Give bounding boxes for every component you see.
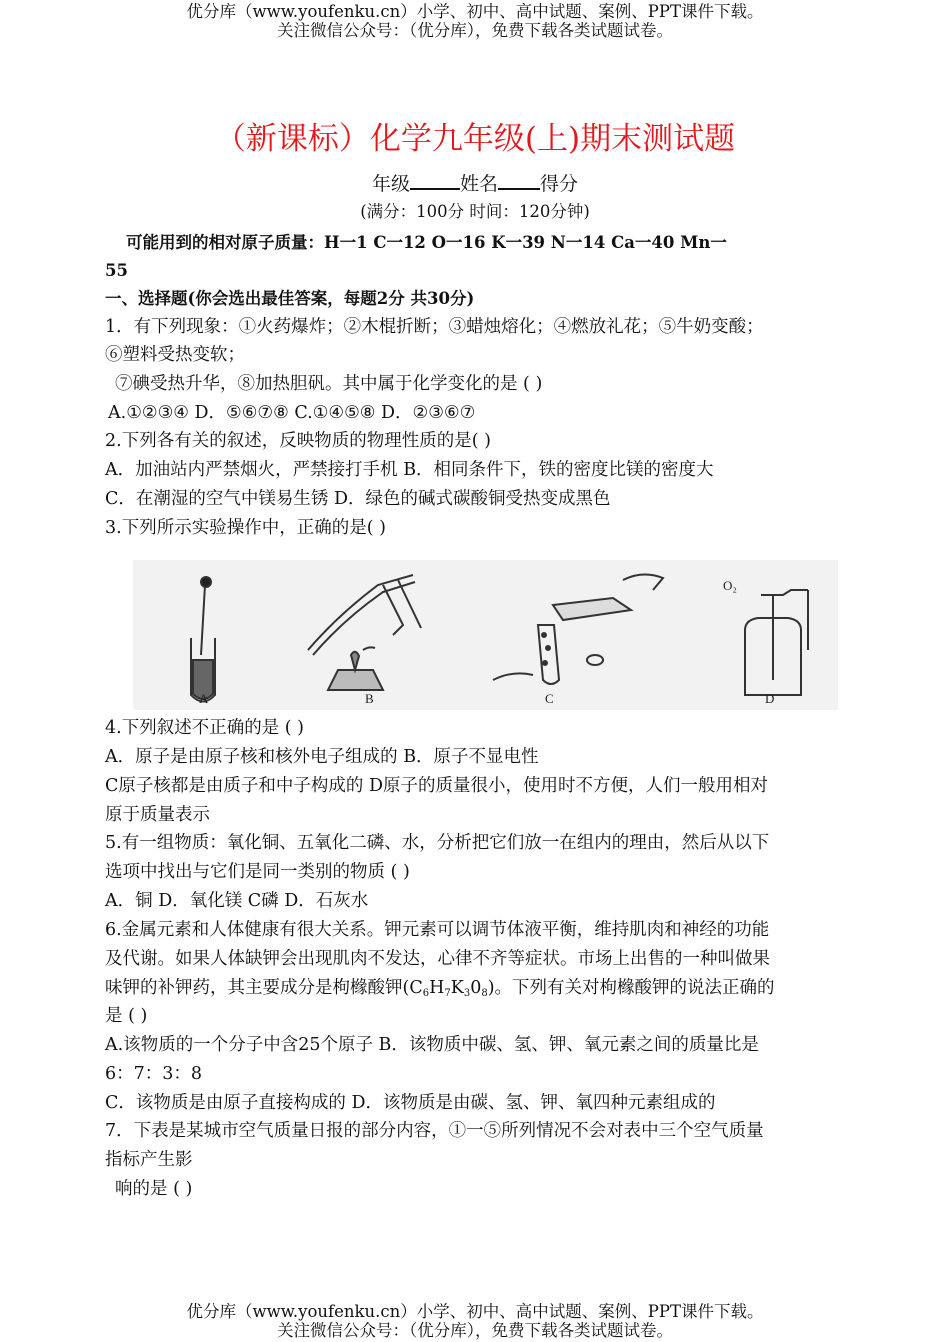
q2-options-cd: C．在潮湿的空气中镁易生锈 D．绿色的碱式碳酸铜受热变成黑色 bbox=[105, 489, 611, 509]
q5-stem-2: 选项中找出与它们是同一类别的物质 ( ) bbox=[105, 862, 410, 882]
q6-option-ab-cont: 6：7：3：8 bbox=[105, 1064, 203, 1084]
grade-label: 年级 bbox=[371, 173, 410, 195]
exam-title: （新课标）化学九年级(上)期末测试题 bbox=[214, 121, 736, 157]
q7-stem-3: 响的是 ( ) bbox=[115, 1179, 193, 1199]
figure-a-dropper-tube bbox=[191, 577, 215, 702]
q2-options-ab: A．加油站内严禁烟火，严禁接打手机 B．相同条件下，铁的密度比镁的密度大 bbox=[105, 460, 714, 480]
q1-stem-2: ⑥塑料受热变软； bbox=[105, 345, 245, 365]
q6-stem-1: 6.金属元素和人体健康有很大关系。钾元素可以调节体液平衡，维持肌肉和神经的功能 bbox=[105, 920, 770, 940]
figure-label-b: B bbox=[365, 691, 374, 706]
q7-stem-1: 7．下表是某城市空气质量日报的部分内容，①一⑤所列情况不会对表中三个空气质量 bbox=[105, 1121, 764, 1141]
figure-c-pouring bbox=[493, 574, 663, 684]
q6-option-ab: A.该物质的一个分子中含25个原子 B．该物质中碳、氢、钾、氧元素之间的质量比是 bbox=[105, 1035, 759, 1055]
footer-line-2: 关注微信公众号：（优分库），免费下载各类试题试卷。 bbox=[277, 1321, 673, 1340]
header-line-1: 优分库（www.youfenku.cn）小学、初中、高中试题、案例、PPT课件下载。 bbox=[186, 2, 764, 21]
q5-options: A．铜 D．氧化镁 C磷 D．石灰水 bbox=[105, 891, 369, 911]
atomic-masses-line-1: 可能用到的相对原子质量：H一1 C一12 O一16 K一39 N一14 Ca一40 Mn一 bbox=[126, 233, 727, 252]
q7-stem-2: 指标产生影 bbox=[105, 1150, 193, 1170]
q6-stem-4: 是 ( ) bbox=[105, 1006, 148, 1026]
q4-options-cd: C原子核都是由质子和中子构成的 D原子的质量很小，使用时不方便，人们一般用相对 bbox=[105, 776, 768, 796]
figure-label-d: D bbox=[765, 691, 775, 706]
figure-label-c: C bbox=[545, 691, 554, 706]
q4-options-ab: A．原子是由原子核和核外电子组成的 B．原子不显电性 bbox=[105, 747, 539, 767]
q3-stem: 3.下列所示实验操作中，正确的是( ) bbox=[105, 518, 386, 538]
q1-options: A.①②③④ D．⑤⑥⑦⑧ C.①④⑤⑧ D．②③⑥⑦ bbox=[108, 403, 476, 423]
q4-options-cd-cont: 原于质量表示 bbox=[105, 805, 210, 825]
q1-stem-3: ⑦碘受热升华，⑧加热胆矾。其中属于化学变化的是 ( ) bbox=[115, 374, 543, 394]
q6-option-cd: C．该物质是由原子直接构成的 D．该物质是由碳、氢、钾、氧四种元素组成的 bbox=[105, 1093, 716, 1113]
atomic-masses-line-2: 55 bbox=[105, 261, 128, 280]
section-1-heading: 一、选择题(你会选出最佳答案，每题2分 共30分) bbox=[105, 289, 475, 308]
q3-lab-figure bbox=[133, 560, 838, 710]
score-label: 得分 bbox=[540, 173, 579, 195]
q1-stem-1: 1．有下列现象：①火药爆炸；②木棍折断；③蜡烛熔化；④燃放礼花；⑤牛奶变酸； bbox=[105, 317, 764, 337]
name-blank[interactable] bbox=[498, 170, 540, 190]
footer-line-1: 优分库（www.youfenku.cn）小学、初中、高中试题、案例、PPT课件下载。 bbox=[186, 1302, 764, 1321]
figure-gas-label: O₂ bbox=[723, 578, 737, 593]
name-label: 姓名 bbox=[459, 173, 498, 195]
exam-limits: (满分：100分 时间：120分钟) bbox=[360, 202, 590, 221]
figure-label-a: A bbox=[199, 691, 209, 706]
figure-b-heating-tube bbox=[308, 575, 421, 690]
student-info-row bbox=[0, 170, 950, 197]
q6-stem-3: 味钾的补钾药，其主要成分是枸橼酸钾$(C_6H_7K_30_8)$。下列有关对枸橼酸钾的说法正确的 bbox=[105, 978, 775, 999]
q2-stem: 2.下列各有关的叙述，反映物质的物理性质的是( ) bbox=[105, 431, 491, 451]
figure-d-gas-bottle bbox=[745, 590, 808, 695]
q5-stem-1: 5.有一组物质：氧化铜、五氧化二磷、水，分析把它们放一在组内的理由，然后从以下 bbox=[105, 833, 770, 853]
q4-stem: 4.下列叙述不正确的是 ( ) bbox=[105, 718, 304, 738]
header-line-2: 关注微信公众号：（优分库），免费下载各类试题试卷。 bbox=[277, 21, 673, 40]
grade-blank[interactable] bbox=[410, 170, 460, 190]
q6-stem-2: 及代谢。如果人体缺钾会出现肌肉不发达，心律不齐等症状。市场上出售的一种叫做果 bbox=[105, 949, 770, 969]
